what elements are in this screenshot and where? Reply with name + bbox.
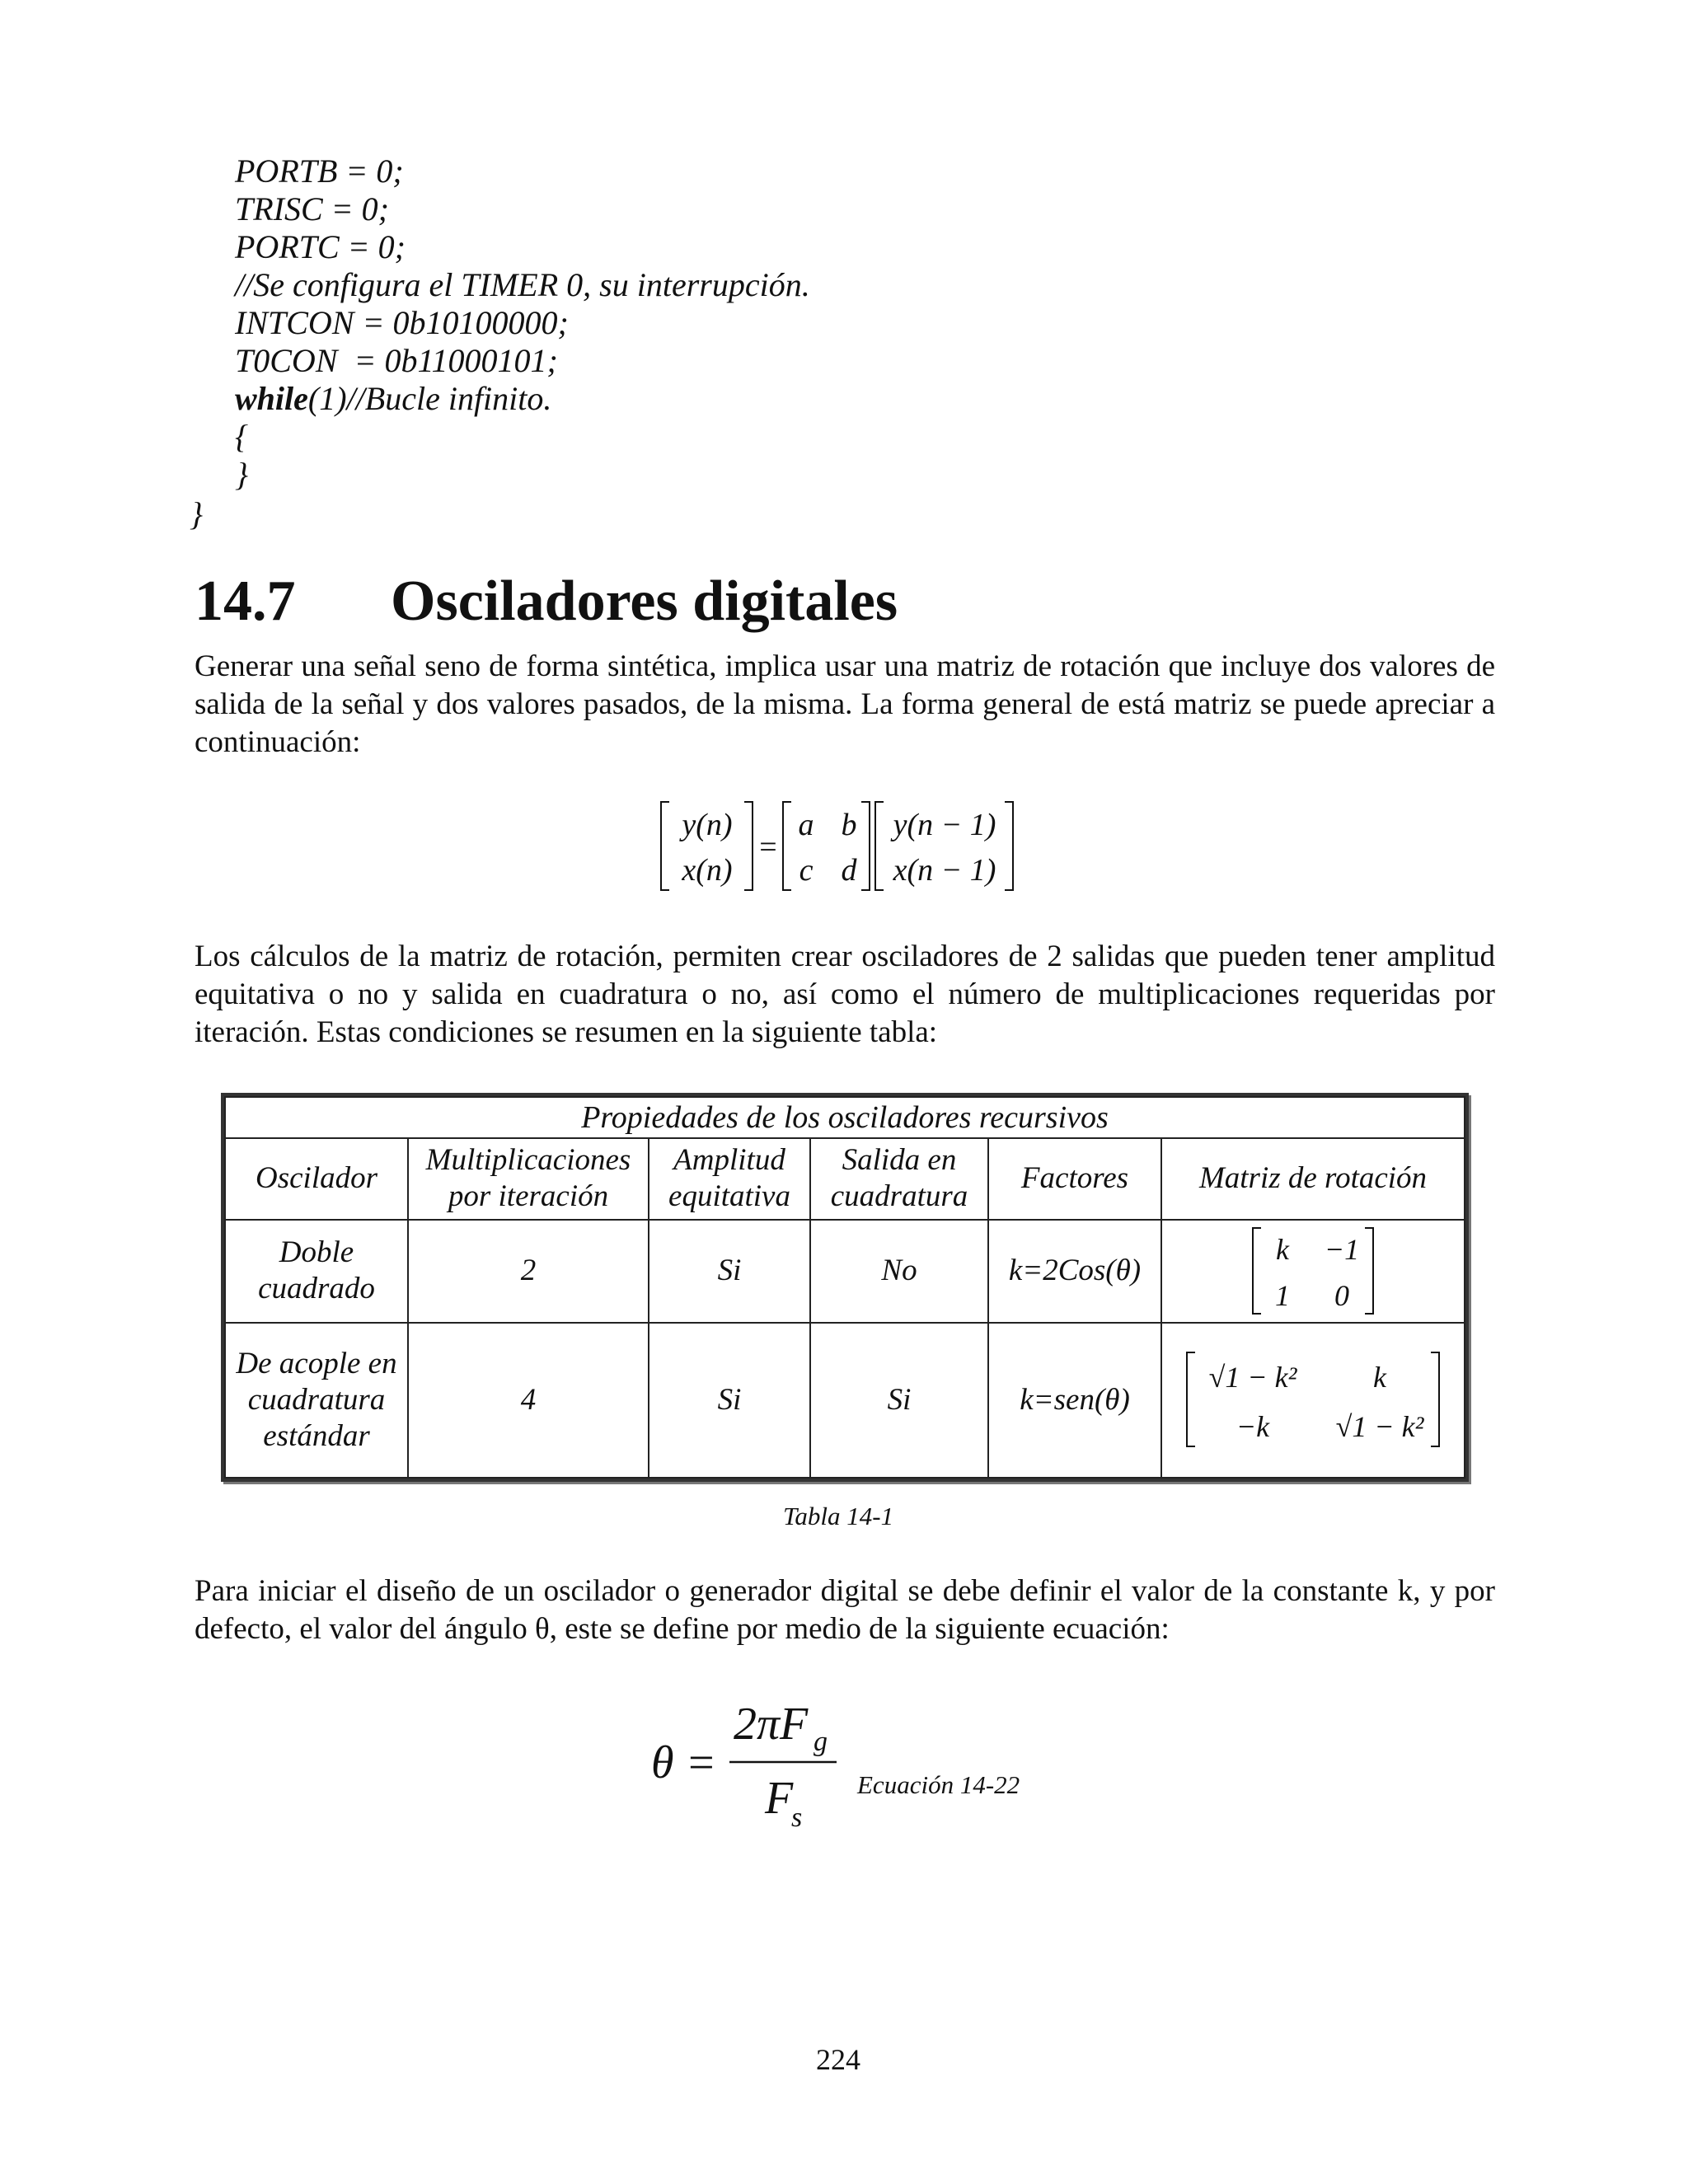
- equation-numerator: 2πF: [734, 1699, 809, 1750]
- cell-amplitud: Si: [649, 1220, 810, 1324]
- section-number: 14.7: [195, 569, 296, 633]
- rotation-matrix-acople: [1185, 1349, 1441, 1451]
- code-line: TRISC = 0;: [235, 190, 389, 227]
- header-amplitud: Amplitud equitativa: [649, 1138, 810, 1220]
- code-line: INTCON = 0b10100000;: [235, 304, 569, 341]
- rhs-bottom: x(n − 1): [893, 853, 996, 888]
- m21: −k: [1236, 1410, 1270, 1444]
- m12: −1: [1324, 1233, 1360, 1267]
- table-title: Propiedades de los osciladores recursivos: [225, 1097, 1465, 1138]
- m22: 0: [1334, 1279, 1349, 1313]
- table-row: [225, 1323, 1465, 1478]
- code-function-close: }: [190, 495, 203, 532]
- code-while-rest: (1)//Bucle infinito.: [307, 380, 552, 417]
- equation-label: Ecuación 14-22: [857, 1770, 1020, 1799]
- m11: k: [1276, 1233, 1289, 1267]
- equals-sign: =: [759, 830, 777, 865]
- code-block: [235, 152, 810, 494]
- cell-factores: k=sen(θ): [988, 1323, 1161, 1478]
- code-keyword: while: [235, 380, 308, 417]
- equation-denominator-sub: s: [791, 1802, 803, 1833]
- matrix-equation: [659, 798, 1022, 901]
- header-matriz: Matriz de rotación: [1161, 1138, 1465, 1220]
- m11: √1 − k²: [1208, 1361, 1297, 1394]
- cell-cuadratura: Si: [810, 1323, 988, 1478]
- header-factores: Factores: [988, 1138, 1161, 1220]
- matrix-c: c: [799, 853, 814, 888]
- cell-matriz: [1161, 1323, 1465, 1478]
- code-line: PORTC = 0;: [235, 228, 406, 265]
- cell-multiplicaciones: 2: [408, 1220, 649, 1324]
- lhs-bottom: x(n): [682, 853, 733, 888]
- table-row: [225, 1220, 1465, 1324]
- paragraph-rotation: Los cálculos de la matriz de rotación, permiten crear osciladores de 2 salidas que pueden tener amplitud equitativa o no y salida en cuadratura o no, así como el número de multiplicaciones requeridas por iteración. Estas condiciones se resumen en la siguiente tabla:: [195, 940, 1495, 1049]
- header-oscilador: Oscilador: [225, 1138, 408, 1220]
- rotation-matrix-doble: [1251, 1225, 1375, 1317]
- cell-matriz: [1161, 1220, 1465, 1324]
- code-while-line: [235, 380, 810, 418]
- section-heading: [195, 569, 898, 635]
- paragraph-theta: Para iniciar el diseño de un oscilador o generador digital se debe definir el valor de la constante k, y por defecto, el valor del ángulo θ, este se define por medio de la siguiente ecuación:: [195, 1574, 1495, 1646]
- section-title: Osciladores digitales: [391, 569, 898, 633]
- page-number: 224: [816, 2043, 860, 2076]
- cell-factores: k=2Cos(θ): [988, 1220, 1161, 1324]
- cell-amplitud: Si: [649, 1323, 810, 1478]
- cell-oscilador: Doble cuadrado: [225, 1220, 408, 1324]
- header-multiplicaciones: Multiplicaciones por iteración: [408, 1138, 649, 1220]
- code-open-brace: {: [235, 418, 248, 455]
- matrix-a: a: [798, 808, 814, 842]
- oscillator-table: [221, 1093, 1469, 1482]
- table-caption: Tabla 14-1: [783, 1502, 894, 1530]
- equation-lhs: θ =: [651, 1737, 717, 1788]
- lhs-top: y(n): [682, 808, 733, 842]
- code-close-brace: }: [235, 456, 248, 493]
- equation-numerator-sub: g: [814, 1727, 828, 1757]
- cell-multiplicaciones: 4: [408, 1323, 649, 1478]
- cell-cuadratura: No: [810, 1220, 988, 1324]
- cell-oscilador: De acople en cuadratura estándar: [225, 1323, 408, 1478]
- m22: √1 − k²: [1335, 1410, 1424, 1444]
- paragraph-intro: Generar una señal seno de forma sintética, implica usar una matriz de rotación que incluye dos valores de salida de la señal y dos valores pasados, de la misma. La forma general de está matriz se puede apreciar a continuación:: [195, 649, 1495, 759]
- equation-denominator: F: [765, 1773, 794, 1824]
- matrix-d: d: [841, 853, 857, 888]
- code-line: T0CON = 0b11000101;: [235, 342, 558, 379]
- m21: 1: [1275, 1279, 1290, 1313]
- code-line: PORTB = 0;: [235, 152, 404, 190]
- header-cuadratura: Salida en cuadratura: [810, 1138, 988, 1220]
- rhs-top: y(n − 1): [893, 808, 996, 842]
- m12: k: [1373, 1361, 1386, 1394]
- code-comment: //Se configura el TIMER 0, su interrupción.: [235, 266, 810, 303]
- matrix-b: b: [841, 808, 857, 842]
- theta-equation: [651, 1681, 849, 1842]
